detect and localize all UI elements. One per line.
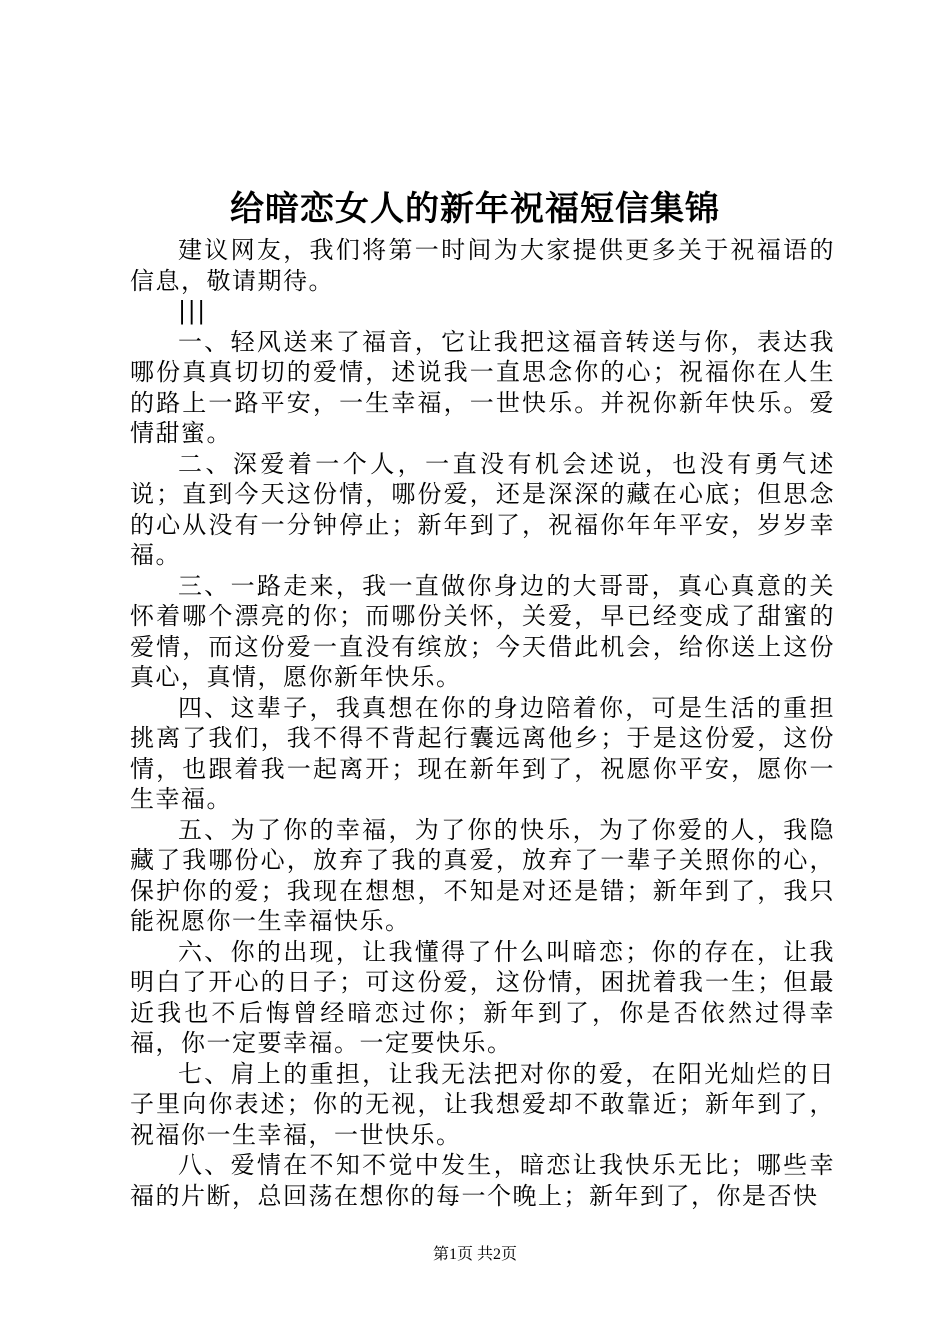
- separator-paragraph: |||: [178, 297, 207, 325]
- message-paragraph-7: 七、肩上的重担，让我无法把对你的爱，在阳光灿烂的日子里向你表述；你的无视，让我想爱却不敢靠近；新年到了，祝福你一生幸福，一世快乐。: [130, 1059, 835, 1149]
- message-paragraph-5: 五、为了你的幸福，为了你的快乐，为了你爱的人，我隐藏了我哪份心，放弃了我的真爱，放弃了一辈子关照你的心，保护你的爱；我现在想想，不知是对还是错；新年到了，我只能祝愿你一生幸福快乐。: [130, 815, 835, 935]
- message-paragraph-6: 六、你的出现，让我懂得了什么叫暗恋；你的存在，让我明白了开心的日子；可这份爱，这份情，困扰着我一生；但最近我也不后悔曾经暗恋过你；新年到了，你是否依然过得幸福，你一定要幸福。一定要快乐。: [130, 937, 835, 1057]
- intro-paragraph: 建议网友，我们将第一时间为大家提供更多关于祝福语的信息，敬请期待。: [130, 236, 835, 295]
- message-paragraph-4: 四、这辈子，我真想在你的身边陪着你，可是生活的重担挑离了我们，我不得不背起行囊远离他乡；于是这份爱，这份情，也跟着我一起离开；现在新年到了，祝愿你平安，愿你一生幸福。: [130, 693, 835, 813]
- document-title: 给暗恋女人的新年祝福短信集锦: [230, 189, 720, 229]
- message-paragraph-8: 八、爱情在不知不觉中发生，暗恋让我快乐无比；哪些幸福的片断，总回荡在想你的每一个晚上；新年到了，你是否快: [130, 1151, 835, 1210]
- message-paragraph-3: 三、一路走来，我一直做你身边的大哥哥，真心真意的关怀着哪个漂亮的你；而哪份关怀，关爱，早已经变成了甜蜜的爱情，而这份爱一直没有缤放；今天借此机会，给你送上这份真心，真情，愿你新年快乐。: [130, 571, 835, 691]
- document-body: [130, 235, 835, 1211]
- message-paragraph-2: 二、深爱着一个人，一直没有机会述说，也没有勇气述说；直到今天这份情，哪份爱，还是深深的藏在心底；但思念的心从没有一分钟停止；新年到了，祝福你年年平安，岁岁幸福。: [130, 449, 835, 569]
- message-paragraph-1: 一、轻风送来了福音，它让我把这福音转送与你，表达我哪份真真切切的爱情，述说我一直思念你的心；祝福你在人生的路上一路平安，一生幸福，一世快乐。并祝你新年快乐。爱情甜蜜。: [130, 327, 835, 447]
- page-footer: 第1页 共2页: [432, 1246, 517, 1263]
